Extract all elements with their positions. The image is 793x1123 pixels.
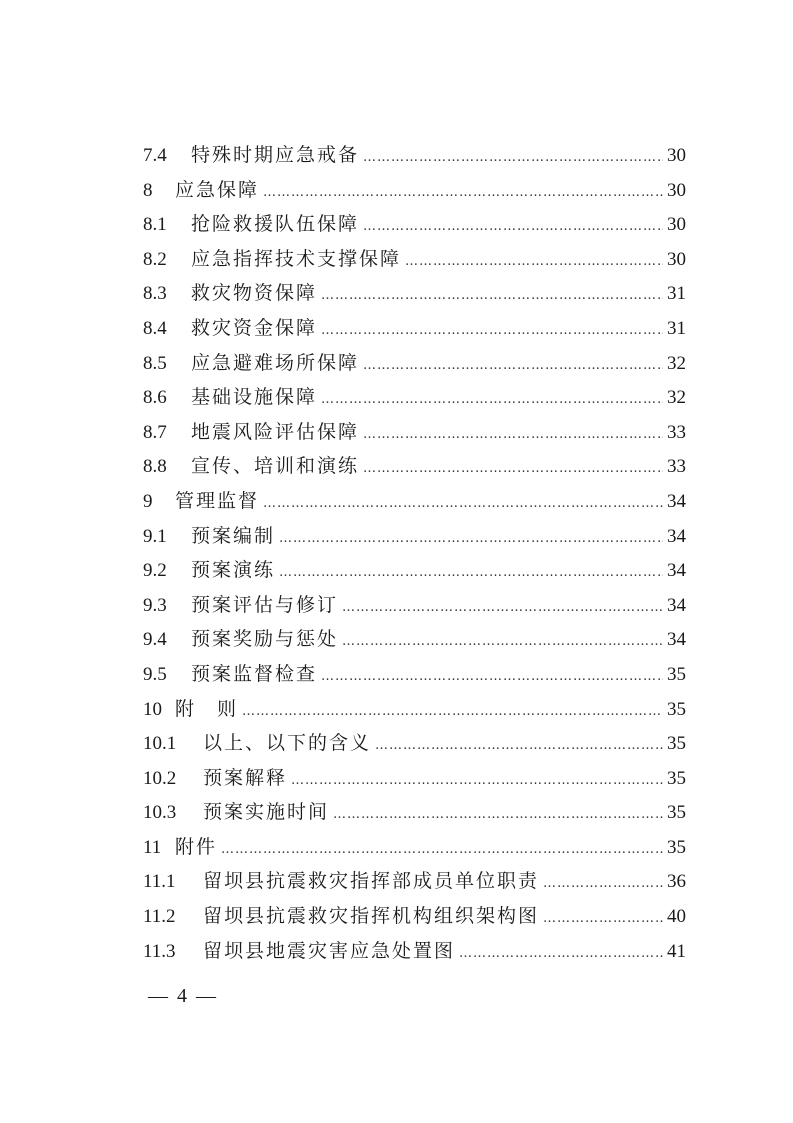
toc-dot-leader — [363, 141, 663, 176]
toc-entry-number: 9.5 — [143, 663, 167, 685]
toc-entry — [143, 934, 686, 969]
toc-entry-page: 36 — [667, 871, 686, 893]
toc-entry-page: 30 — [667, 214, 686, 236]
toc-entry-number: 8.4 — [143, 317, 167, 339]
toc-entry-page: 31 — [667, 283, 686, 305]
toc-entry — [143, 795, 686, 830]
toc-entry — [143, 449, 686, 484]
toc-entry-title: 附 则 — [175, 697, 239, 720]
toc-entry — [143, 899, 686, 934]
toc-entry — [143, 380, 686, 415]
toc-entry-title: 救灾物资保障 — [191, 282, 318, 305]
toc-entry-title: 救灾资金保障 — [191, 316, 318, 339]
toc-entry — [143, 346, 686, 381]
toc-entry-page: 31 — [667, 317, 686, 339]
toc-dot-leader — [291, 764, 663, 799]
toc-entry-page: 40 — [667, 906, 686, 928]
toc-entry-title: 预案评估与修订 — [191, 593, 339, 616]
toc-entry-number: 10.2 — [143, 767, 177, 789]
toc-dot-leader — [321, 383, 663, 418]
toc-dot-leader — [375, 729, 663, 764]
toc-entry-page: 34 — [667, 490, 686, 512]
toc-entry-number: 9.1 — [143, 525, 167, 547]
toc-entry-page: 33 — [667, 456, 686, 478]
toc-entry-page: 34 — [667, 629, 686, 651]
toc-entry-number: 11.2 — [143, 906, 176, 928]
toc-entry-page: 32 — [667, 352, 686, 374]
toc-entry — [143, 830, 686, 865]
table-of-contents — [143, 138, 686, 968]
toc-entry-number: 8.5 — [143, 352, 167, 374]
toc-entry — [143, 553, 686, 588]
toc-dot-leader — [221, 833, 663, 868]
toc-entry-title: 宣传、培训和演练 — [191, 455, 360, 478]
toc-entry-number: 8.7 — [143, 421, 167, 443]
toc-entry — [143, 692, 686, 727]
toc-entry-title: 应急保障 — [175, 178, 260, 201]
toc-entry-page: 41 — [667, 940, 686, 962]
toc-entry — [143, 864, 686, 899]
toc-entry-page: 35 — [667, 698, 686, 720]
toc-entry — [143, 657, 686, 692]
toc-entry-page: 34 — [667, 525, 686, 547]
toc-entry-number: 8.2 — [143, 248, 167, 270]
toc-entry — [143, 761, 686, 796]
toc-entry-page: 30 — [667, 145, 686, 166]
toc-entry — [143, 311, 686, 346]
toc-entry-title: 预案编制 — [191, 524, 276, 547]
toc-entry-page: 33 — [667, 421, 686, 443]
toc-entry-page: 35 — [667, 663, 686, 685]
toc-entry-number: 7.4 — [143, 145, 167, 166]
toc-dot-leader — [363, 349, 663, 384]
toc-entry-title: 附件 — [175, 835, 218, 858]
toc-dot-leader — [363, 418, 663, 453]
toc-entry-title: 特殊时期应急戒备 — [191, 144, 360, 166]
toc-entry-page: 35 — [667, 836, 686, 858]
toc-entry-number: 9.3 — [143, 594, 167, 616]
toc-entry-number: 8.1 — [143, 214, 167, 236]
toc-dot-leader — [363, 210, 663, 245]
toc-entry — [143, 242, 686, 277]
toc-dot-leader — [363, 452, 663, 487]
toc-entry-number: 11.3 — [143, 940, 176, 962]
toc-entry-number: 10.3 — [143, 802, 177, 824]
toc-dot-leader — [543, 867, 663, 902]
toc-entry-page: 30 — [667, 179, 686, 201]
toc-entry — [143, 276, 686, 311]
toc-entry-page: 32 — [667, 387, 686, 409]
toc-entry-number: 10.1 — [143, 733, 177, 755]
toc-entry-page: 35 — [667, 802, 686, 824]
toc-entry-title: 留坝县抗震救灾指挥部成员单位职责 — [203, 870, 540, 893]
toc-entry — [143, 207, 686, 242]
toc-entry-title: 应急指挥技术支撑保障 — [191, 247, 402, 270]
toc-dot-leader — [242, 695, 663, 730]
toc-entry-number: 8.3 — [143, 283, 167, 305]
toc-dot-leader — [263, 487, 663, 522]
toc-entry-title: 留坝县抗震救灾指挥机构组织架构图 — [203, 905, 540, 928]
toc-dot-leader — [405, 245, 663, 280]
toc-entry-page: 30 — [667, 248, 686, 270]
page-number-footer: — 4 — — [148, 985, 218, 1007]
toc-entry-title: 基础设施保障 — [191, 386, 318, 409]
toc-entry-title: 管理监督 — [175, 489, 260, 512]
toc-entry-number: 10 — [143, 698, 162, 720]
toc-dot-leader — [459, 937, 663, 972]
toc-entry — [143, 415, 686, 450]
toc-entry-number: 11 — [143, 836, 162, 858]
toc-entry-page: 35 — [667, 767, 686, 789]
toc-entry-number: 9.4 — [143, 629, 167, 651]
toc-dot-leader — [321, 660, 663, 695]
toc-dot-leader — [263, 176, 663, 211]
toc-entry-title: 预案奖励与惩处 — [191, 628, 339, 651]
toc-entry — [143, 588, 686, 623]
toc-dot-leader — [543, 902, 663, 937]
toc-entry-number: 8.6 — [143, 387, 167, 409]
toc-entry — [143, 138, 686, 173]
toc-dot-leader — [342, 591, 663, 626]
toc-entry — [143, 484, 686, 519]
toc-entry-number: 9 — [143, 490, 153, 512]
toc-dot-leader — [279, 522, 663, 557]
toc-entry-title: 地震风险评估保障 — [191, 420, 360, 443]
toc-entry — [143, 173, 686, 208]
toc-dot-leader — [279, 556, 663, 591]
toc-entry-number: 9.2 — [143, 560, 167, 582]
toc-entry-page: 34 — [667, 560, 686, 582]
toc-entry-title: 抢险救援队伍保障 — [191, 213, 360, 236]
toc-dot-leader — [321, 279, 663, 314]
toc-entry-title: 应急避难场所保障 — [191, 351, 360, 374]
toc-entry-number: 11.1 — [143, 871, 176, 893]
toc-entry — [143, 726, 686, 761]
toc-entry-title: 预案监督检查 — [191, 662, 318, 685]
toc-entry-title: 预案演练 — [191, 559, 276, 582]
toc-entry-page: 35 — [667, 733, 686, 755]
toc-entry-title: 预案实施时间 — [203, 801, 330, 824]
toc-entry-page: 34 — [667, 594, 686, 616]
toc-dot-leader — [321, 314, 663, 349]
toc-entry-number: 8.8 — [143, 456, 167, 478]
toc-entry-title: 预案解释 — [203, 766, 288, 789]
toc-dot-leader — [333, 798, 663, 833]
toc-entry-title: 以上、以下的含义 — [203, 732, 372, 755]
toc-entry-title: 留坝县地震灾害应急处置图 — [203, 939, 456, 962]
toc-dot-leader — [342, 625, 663, 660]
toc-entry — [143, 519, 686, 554]
toc-entry — [143, 622, 686, 657]
toc-entry-number: 8 — [143, 179, 153, 201]
